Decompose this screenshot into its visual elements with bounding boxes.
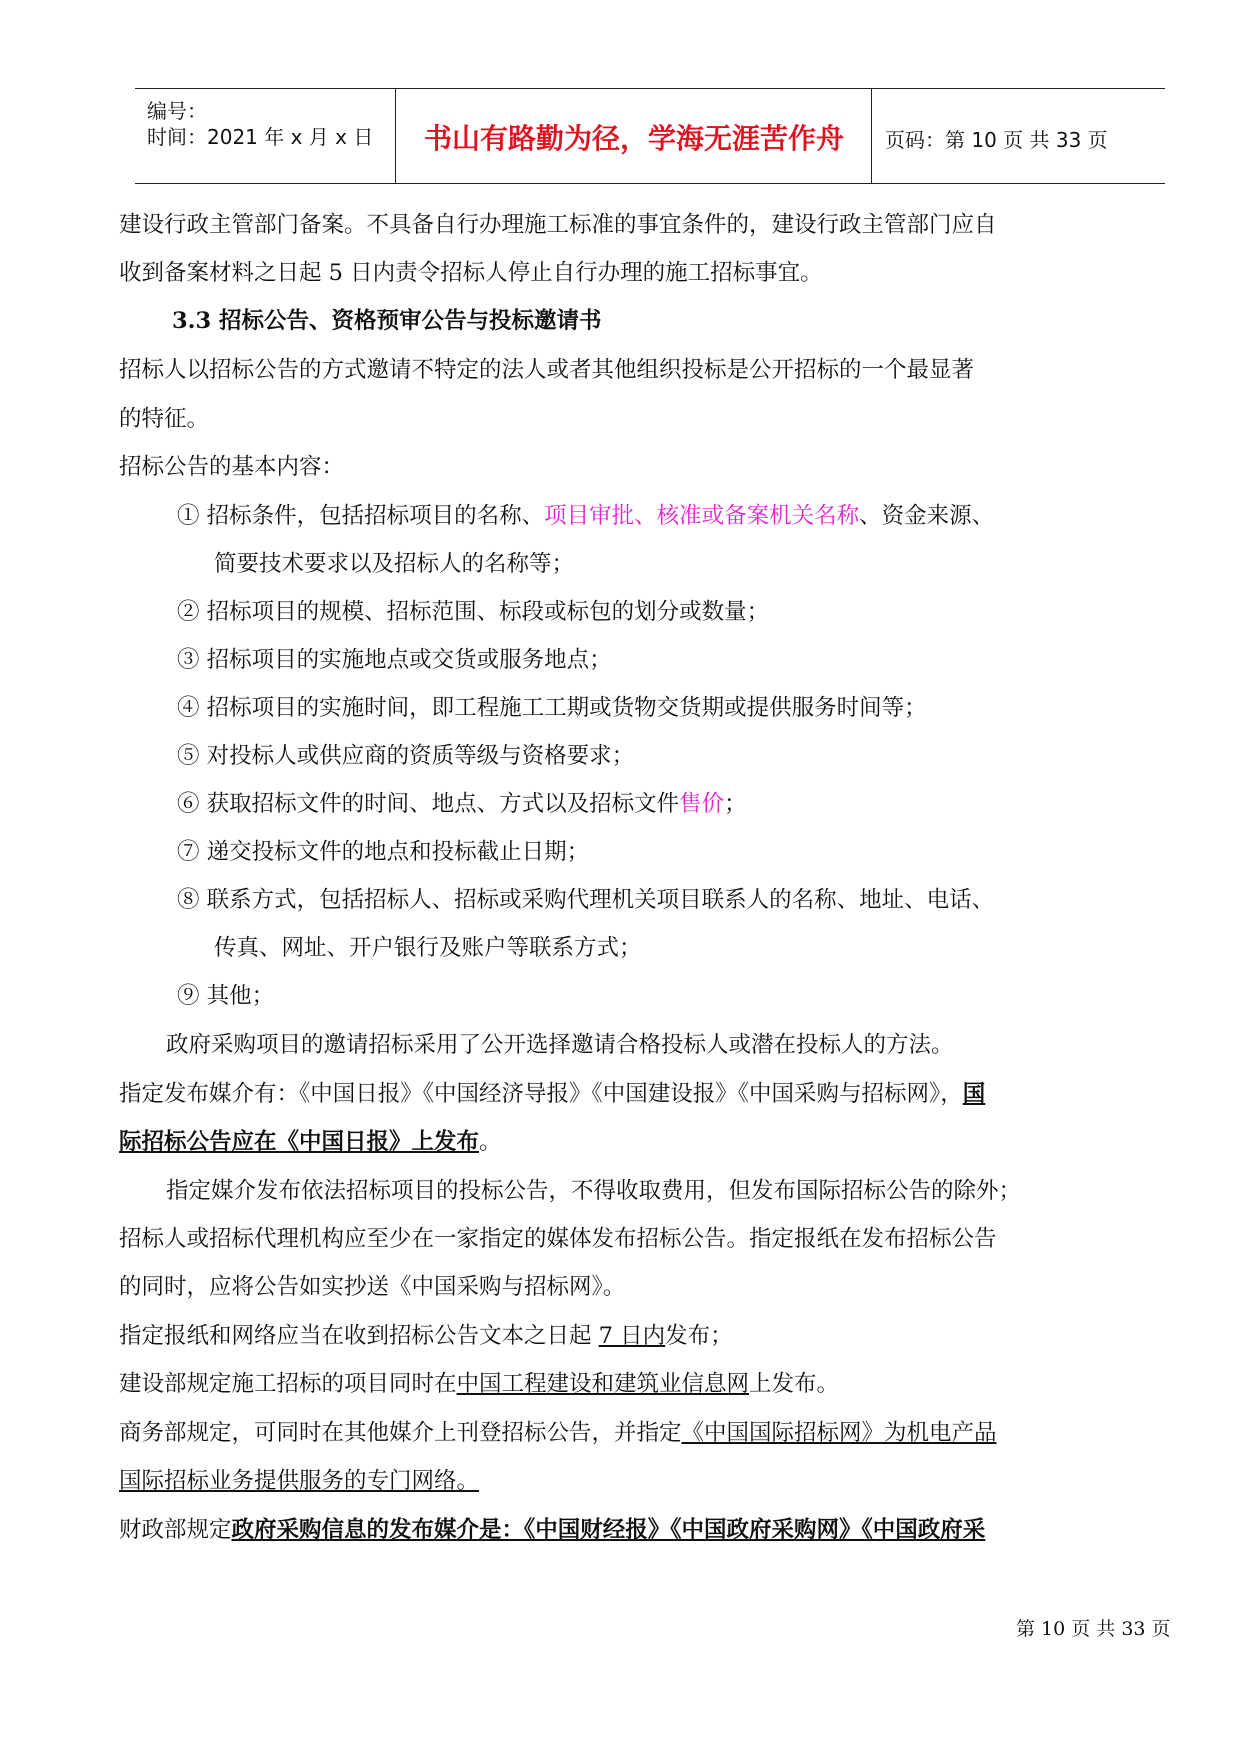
list-item: ⑧ 联系方式，包括招标人、招标或采购代理机关项目联系人的名称、地址、电话、 <box>177 887 995 913</box>
paragraph-text: 指定发布媒介有：《中国日报》《中国经济导报》《中国建设报》《中国采购与招标网》， <box>119 1081 963 1107</box>
list-item: ④ 招标项目的实施时间，即工程施工工期或货物交货期或提供服务时间等； <box>177 695 927 721</box>
paragraph-line: 建设行政主管部门备案。不具备自行办理施工标准的事宜条件的，建设行政主管部门应自 <box>119 212 997 238</box>
underlined-text: 中国工程建设和建筑业信息网 <box>456 1371 750 1397</box>
highlighted-text: 项目审批、核准或备案机关名称 <box>544 503 860 529</box>
list-item-text: ⑥ 获取招标文件的时间、地点、方式以及招标文件 <box>177 791 680 817</box>
paragraph-text: 商务部规定，可同时在其他媒介上刊登招标公告，并指定 <box>119 1420 682 1446</box>
underlined-text: 际招标公告应在《中国日报》上发布 <box>119 1129 480 1155</box>
paragraph-line: 招标人或招标代理机构应至少在一家指定的媒体发布招标公告。指定报纸在发布招标公告 <box>119 1226 997 1252</box>
paragraph-line: 收到备案材料之日起 5 日内责令招标人停止自行办理的施工招标事宜。 <box>119 260 823 286</box>
paragraph-text: 财政部规定 <box>119 1517 232 1543</box>
paragraph-line: 招标公告的基本内容： <box>119 454 345 480</box>
list-item <box>177 501 994 531</box>
list-item-text: ； <box>724 791 747 817</box>
header-info-cell <box>135 89 396 183</box>
paragraph-line: 的同时，应将公告如实抄送《中国采购与招标网》。 <box>119 1274 626 1300</box>
underlined-text: 《中国国际招标网》为机电产品 <box>681 1420 997 1446</box>
header-motto-cell <box>397 89 872 183</box>
list-item-text: 、资金来源、 <box>859 503 995 529</box>
paragraph-line <box>119 1466 479 1496</box>
list-item: ⑨ 其他； <box>177 983 275 1009</box>
document-number-label: 编号： <box>147 99 207 123</box>
underlined-text: 国 <box>962 1081 986 1107</box>
paragraph-line <box>119 1515 985 1545</box>
section-heading: 3.3 招标公告、资格预审公告与投标邀请书 <box>172 308 602 334</box>
underlined-text: 国际招标业务提供服务的专门网络。 <box>119 1468 480 1494</box>
document-time-label: 时间：2021 年 x 月 x 日 <box>147 125 374 149</box>
paragraph-text: 上发布。 <box>749 1371 840 1397</box>
paragraph-line: 的特征。 <box>119 406 210 432</box>
paragraph-line <box>119 1418 997 1448</box>
list-item: ② 招标项目的规模、招标范围、标段或标包的划分或数量； <box>177 599 770 625</box>
paragraph-text: 指定报纸和网络应当在收到招标公告文本之日起 <box>119 1323 599 1349</box>
highlighted-text: 售价 <box>679 791 725 817</box>
list-item: ⑤ 对投标人或供应商的资质等级与资格要求； <box>177 743 635 769</box>
header-motto: 书山有路勤为径，学海无涯苦作舟 <box>423 122 844 155</box>
paragraph-text: 发布； <box>665 1323 733 1349</box>
list-item-continuation: 简要技术要求以及招标人的名称等； <box>214 551 575 577</box>
paragraph-line <box>119 1321 733 1351</box>
underlined-text: 7 日内 <box>598 1323 666 1349</box>
list-item: ⑦ 递交投标文件的地点和投标截止日期； <box>177 839 590 865</box>
paragraph-text: 建设部规定施工招标的项目同时在 <box>119 1371 457 1397</box>
header-page-cell <box>873 89 1165 183</box>
page-footer: 第 10 页 共 33 页 <box>1016 1618 1171 1640</box>
paragraph-line: 招标人以招标公告的方式邀请不特定的法人或者其他组织投标是公开招标的一个最显著 <box>119 357 975 383</box>
list-item <box>177 789 747 819</box>
header-page-number: 页码：第 10 页 共 33 页 <box>885 128 1108 152</box>
paragraph-line <box>119 1369 839 1399</box>
page-header <box>135 88 1165 184</box>
underlined-text: 政府采购信息的发布媒介是：《中国财经报》《中国政府采购网》《中国政府采 <box>231 1517 986 1543</box>
paragraph-text: 。 <box>479 1129 502 1155</box>
list-item: ③ 招标项目的实施地点或交货或服务地点； <box>177 647 612 673</box>
paragraph-line <box>119 1079 985 1109</box>
paragraph-line: 政府采购项目的邀请招标采用了公开选择邀请合格投标人或潜在投标人的方法。 <box>166 1032 954 1058</box>
list-item-continuation: 传真、网址、开户银行及账户等联系方式； <box>214 935 642 961</box>
list-item-text: ① 招标条件，包括招标项目的名称、 <box>177 503 545 529</box>
paragraph-line: 指定媒介发布依法招标项目的投标公告，不得收取费用，但发布国际招标公告的除外； <box>166 1178 1022 1204</box>
paragraph-line <box>119 1127 502 1157</box>
